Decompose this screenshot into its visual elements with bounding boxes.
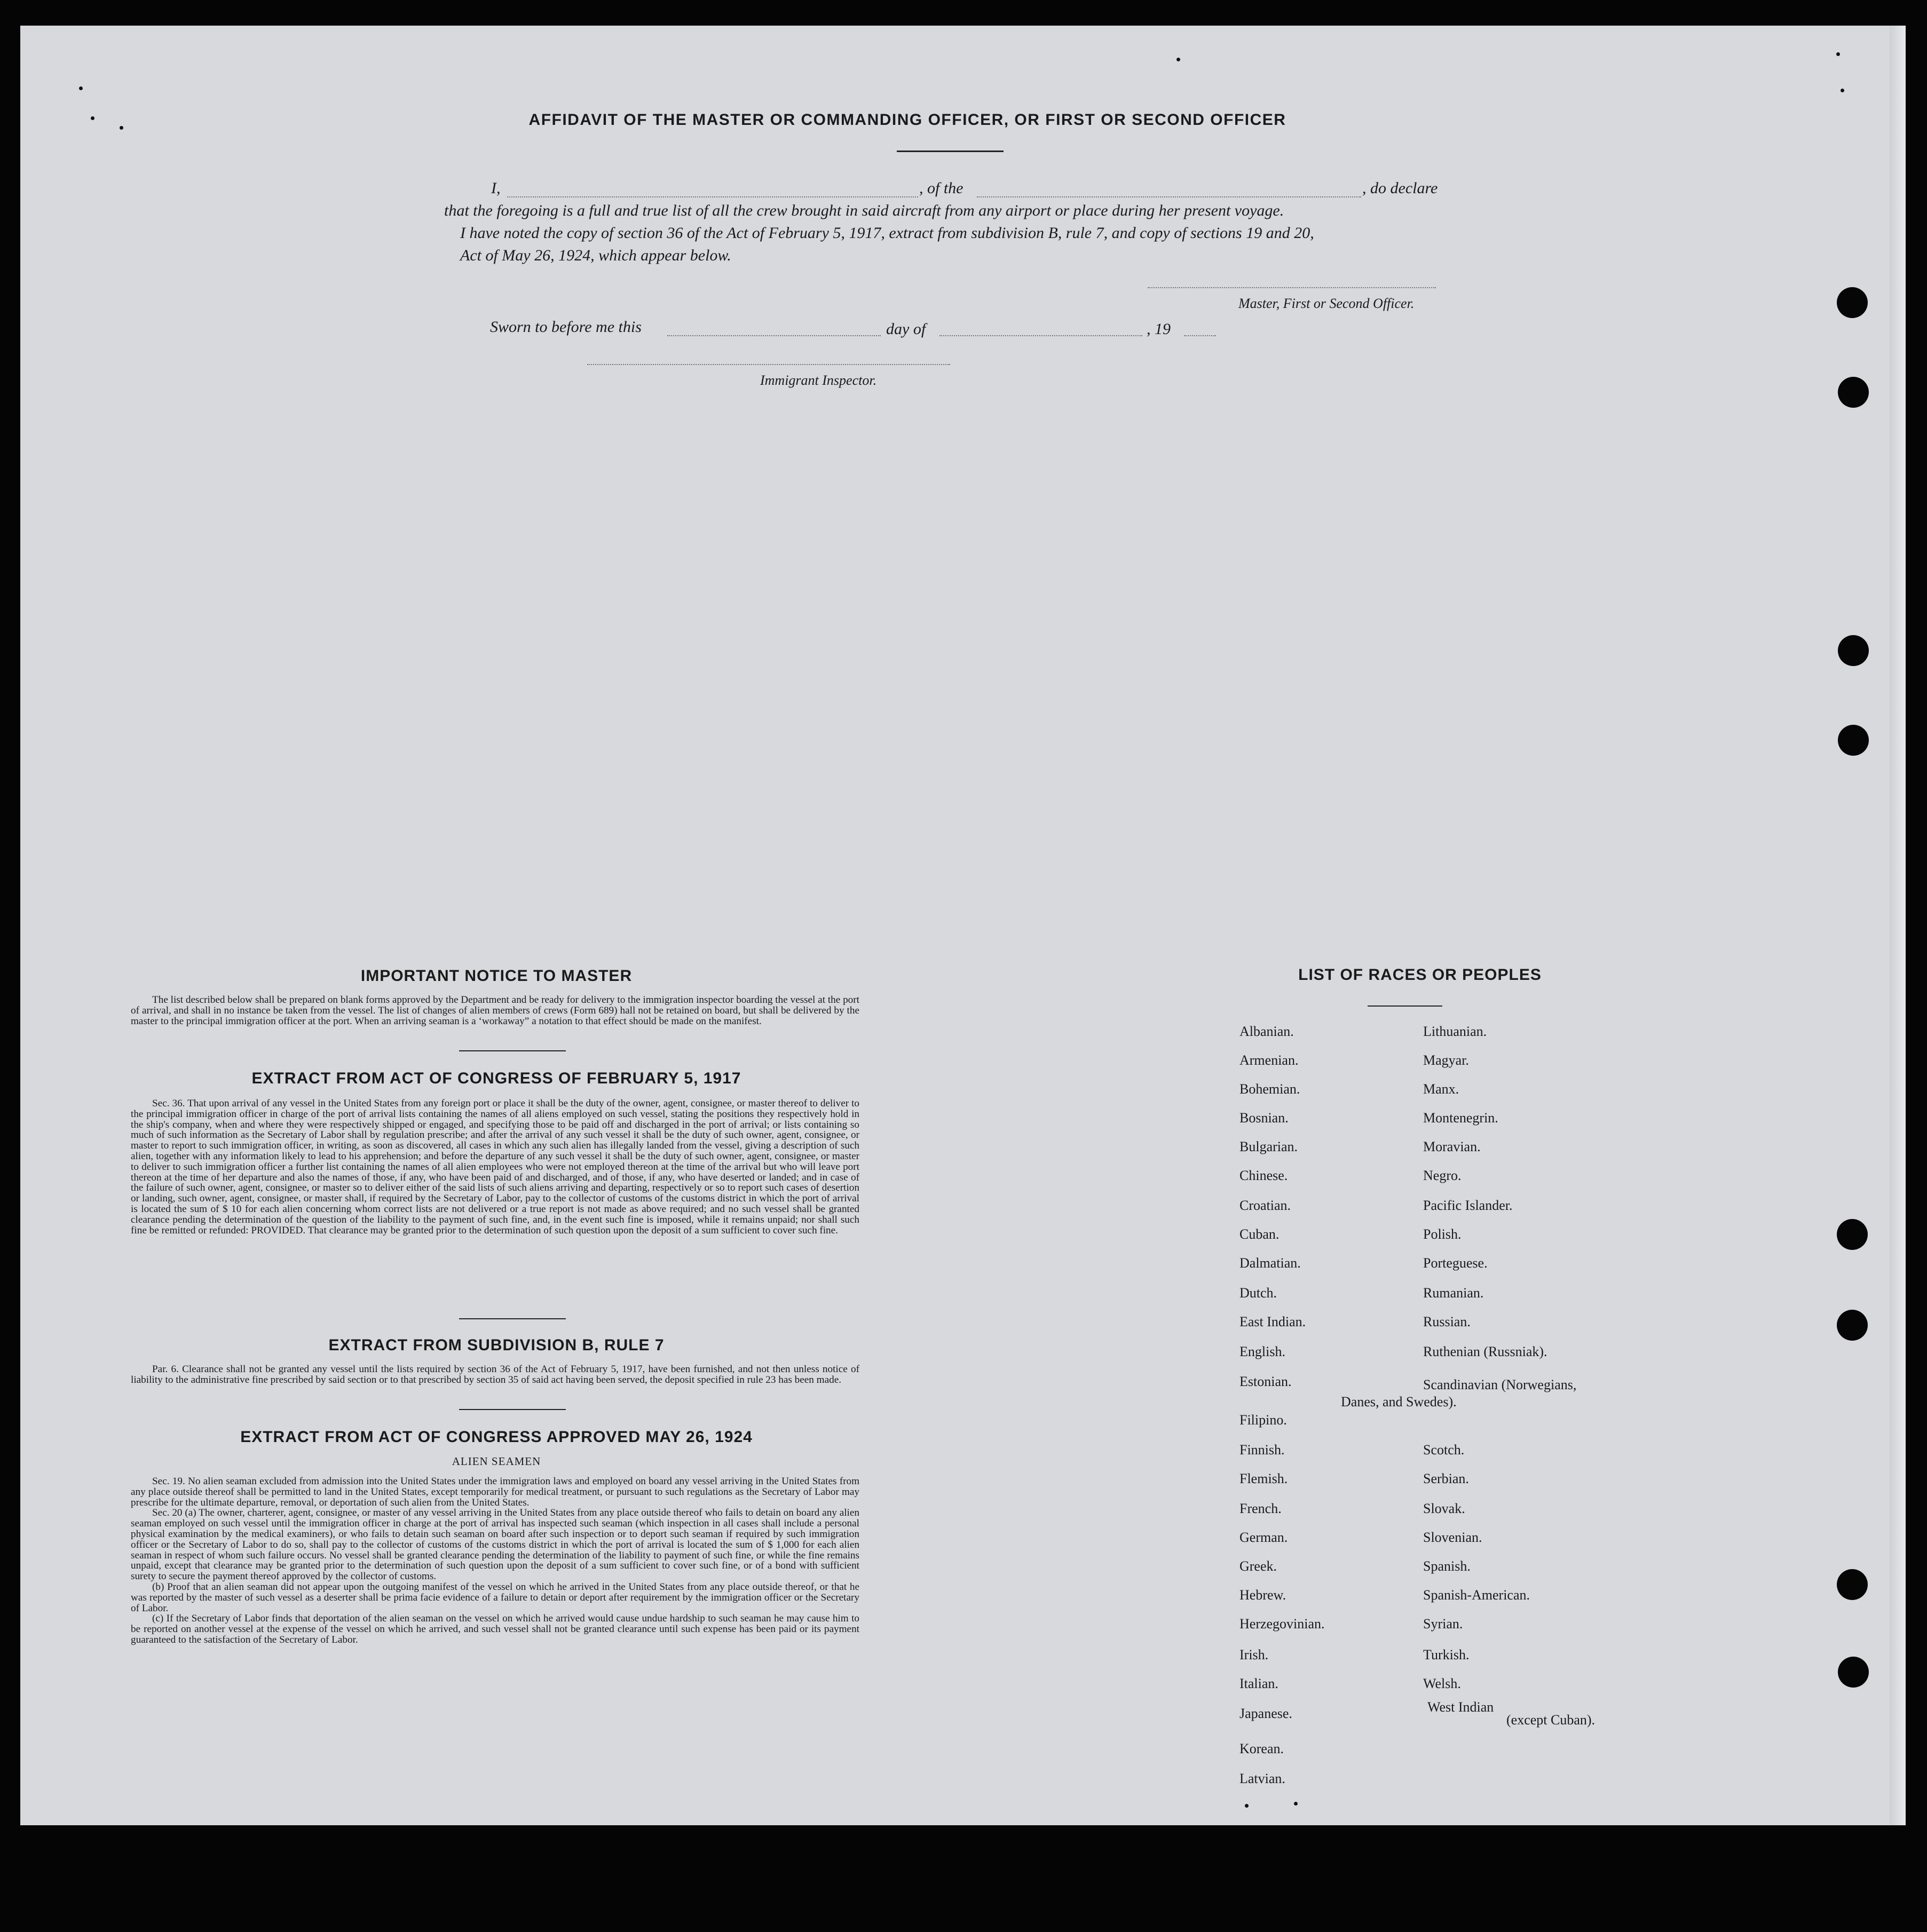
races-rule xyxy=(1368,1005,1442,1007)
race-item: East Indian. xyxy=(1239,1314,1306,1329)
punch-hole xyxy=(1838,377,1869,408)
race-item: Rumanian. xyxy=(1423,1285,1484,1301)
race-item: Montenegrin. xyxy=(1423,1110,1498,1126)
rule7-paragraph xyxy=(131,1364,859,1385)
race-item: Negro. xyxy=(1423,1168,1462,1183)
affidavit-line-3: I have noted the copy of section 36 of the Act of February 5, 1917, extract from subdivision B, rule 7, and copy of sections 19 and 20, xyxy=(460,224,1314,242)
extract-1917-title: EXTRACT FROM ACT OF CONGRESS OF FEBRUARY 5, 1917 xyxy=(251,1070,741,1087)
title-rule xyxy=(897,151,1004,152)
race-item: Finnish. xyxy=(1239,1442,1285,1458)
race-item: Albanian. xyxy=(1239,1024,1294,1039)
do-declare-label: , do declare xyxy=(1362,179,1438,197)
affidavit-line-2: that the foregoing is a full and true list of all the crew brought in said aircraft from any airport or place during her present voyage. xyxy=(444,202,1284,219)
affidavit-title: AFFIDAVIT OF THE MASTER OR COMMANDING OFFICER, OR FIRST OR SECOND OFFICER xyxy=(528,111,1286,129)
race-item: Filipino. xyxy=(1239,1412,1287,1428)
of-the-label: , of the xyxy=(919,179,964,197)
race-item: English. xyxy=(1239,1344,1285,1359)
extract-1917-text: Sec. 36. That upon arrival of any vessel in the United States from any foreign port or place it shall be the duty of the owner, agent, consignee, or master thereof to deliver to the principal immigration officer in charge of the port of arrival lists containing the names of all aliens employed on such vessel, stating the positions they respectively hold in the ship's company, when and where they were respectively shipped or engaged, and specifying those to be paid off and discharged in the port of arrival; or lists containing so much of such information as the Secretary of Labor shall by regulation prescribe; and after the arrival of any such vessel it shall be the duty of such owner, agent, consignee, or master to report to such immigration officer, in writing, as soon as discovered, all cases in which any such alien has illegally landed from the vessel, giving a description of such alien, together with any information likely to lead to his apprehension; and before the departure of any such vessel it shall be the duty of such owner, agent, consignee, or master to deliver to such immigration officer a further list containing the names of all alien employees who were not employed thereon at the time of the arrival but who will leave port thereon at the time of her departure and also the names of those, if any, who have been paid of and discharged, and of those, if any, who have deserted or landed; and in case of the failure of such owner, agent, consignee, or master so to deliver either of the said lists of such aliens arriving and departing, respectively or so to report such cases of desertion or landing, such owner, agent, consignee, or master shall, if required by the Secretary of Labor, pay to the collector of customs of the customs district in which the port of arrival is located the sum of $ 10 for each alien concerning whom correct lists are not delivered or a true report is not made as above required; and no such vessel shall be granted clearance pending the determination of the question of the liability to the payment of such fine, and, in the event such fine is imposed, while it remains unpaid; nor shall such fine be remitted or refunded: PROVIDED. That clearance may be granted prior to the determination of such question upon the deposit of a sum sufficient to cover such fine. xyxy=(131,1098,859,1236)
sworn-month-field[interactable] xyxy=(939,335,1142,336)
speck xyxy=(1836,52,1840,56)
west-indian-continuation: (except Cuban). xyxy=(1506,1712,1596,1728)
race-item: Pacific Islander. xyxy=(1423,1198,1513,1213)
race-item: Japanese. xyxy=(1239,1706,1292,1721)
speck xyxy=(120,126,123,130)
races-title: LIST OF RACES OR PEOPLES xyxy=(1298,966,1542,984)
race-item: Croatian. xyxy=(1239,1198,1291,1213)
sworn-year-field[interactable] xyxy=(1184,335,1216,336)
race-item: German. xyxy=(1239,1530,1288,1545)
race-item: Polish. xyxy=(1423,1226,1462,1242)
race-item: Irish. xyxy=(1239,1647,1269,1662)
punch-hole xyxy=(1837,1219,1868,1250)
rule7-title: EXTRACT FROM SUBDIVISION B, RULE 7 xyxy=(328,1336,665,1354)
race-item: Slovenian. xyxy=(1423,1530,1482,1545)
race-item: Magyar. xyxy=(1423,1052,1469,1068)
sec-19-text: Sec. 19. No alien seaman excluded from admission into the United States under the immigration laws and employed on board any vessel arriving in the United States from any place outside thereof shall be permitted to land in the United States, except temporarily for medical treatment, or pursuant to such regulations as the Secretary of Labor may prescribe for the ultimate departure, removal, or deportation of such alien from the United States. xyxy=(131,1476,859,1508)
rule7-text: Par. 6. Clearance shall not be granted any vessel until the lists required by section 36 of the Act of February 5, 1917, have been furnished, and not then unless notice of liability to the administrative fine prescribed by said section or to that prescribed by section 35 of said act having been served, the deposit specified in rule 23 has been made. xyxy=(131,1364,859,1385)
race-item: Armenian. xyxy=(1239,1052,1299,1068)
scandinavian-continuation: Danes, and Swedes). xyxy=(1341,1394,1457,1410)
sworn-label: Sworn to before me this xyxy=(490,318,642,336)
race-item: Turkish. xyxy=(1423,1647,1470,1662)
day-of-label: day of xyxy=(886,320,926,338)
sworn-day-field[interactable] xyxy=(667,335,881,336)
extract-1917-rule xyxy=(459,1318,566,1319)
speck xyxy=(1176,58,1180,61)
rule7-rule xyxy=(459,1409,566,1410)
notice-rule xyxy=(459,1050,566,1051)
punch-hole xyxy=(1838,725,1869,756)
race-item: Porteguese. xyxy=(1423,1255,1488,1271)
name-field[interactable] xyxy=(507,196,918,197)
extract-1924-title: EXTRACT FROM ACT OF CONGRESS APPROVED MAY 26, 1924 xyxy=(240,1428,753,1446)
notice-paragraph xyxy=(131,995,859,1026)
punch-hole xyxy=(1838,1657,1869,1688)
punch-hole xyxy=(1837,287,1868,318)
race-item: Syrian. xyxy=(1423,1616,1463,1632)
speck xyxy=(1245,1804,1249,1808)
i-label: I, xyxy=(491,179,501,197)
alien-seamen-subtitle: ALIEN SEAMEN xyxy=(452,1455,541,1468)
race-item: Spanish-American. xyxy=(1423,1587,1530,1603)
race-item: Korean. xyxy=(1239,1741,1284,1756)
punch-hole xyxy=(1838,635,1869,666)
race-item: Scotch. xyxy=(1423,1442,1465,1458)
race-item: Estonian. xyxy=(1239,1374,1292,1389)
sheet-edge xyxy=(1890,26,1906,1825)
race-item: Greek. xyxy=(1239,1558,1277,1574)
race-item: Ruthenian (Russniak). xyxy=(1423,1344,1547,1359)
race-item: Bulgarian. xyxy=(1239,1139,1298,1154)
race-item: Russian. xyxy=(1423,1314,1471,1329)
race-item: Welsh. xyxy=(1423,1676,1461,1691)
inspector-caption: Immigrant Inspector. xyxy=(760,373,877,388)
race-item: Dalmatian. xyxy=(1239,1255,1301,1271)
year-label: , 19 xyxy=(1147,320,1171,338)
race-item: Hebrew. xyxy=(1239,1587,1286,1603)
inspector-signature-field[interactable] xyxy=(587,364,950,365)
race-item: Moravian. xyxy=(1423,1139,1481,1154)
race-item: Flemish. xyxy=(1239,1471,1288,1486)
race-item: Slovak. xyxy=(1423,1501,1465,1516)
notice-title: IMPORTANT NOTICE TO MASTER xyxy=(360,967,633,985)
race-item: Scandinavian (Norwegians, xyxy=(1423,1377,1577,1392)
race-item: West Indian xyxy=(1427,1699,1494,1715)
extract-1924-paragraph xyxy=(131,1476,859,1645)
race-item: Manx. xyxy=(1423,1081,1459,1097)
speck xyxy=(1294,1802,1298,1806)
notice-text: The list described below shall be prepared on blank forms approved by the Department and be ready for delivery to the immigration inspector boarding the vessel at the port of arrival, and shall in no instance be taken from the vessel. The list of changes of alien members of crews (Form 689) hall not be retained on board, but shall be delivered by the master to the principal immigration officer at the port. When an arriving seaman is a ‘workaway” a notation to that effect should be made on the manifest. xyxy=(131,994,859,1027)
master-signature-field[interactable] xyxy=(1148,287,1436,288)
race-item: Bohemian. xyxy=(1239,1081,1300,1097)
race-item: Lithuanian. xyxy=(1423,1024,1487,1039)
speck xyxy=(91,116,94,120)
race-item: Dutch. xyxy=(1239,1285,1277,1301)
sec-20b-text: (b) Proof that an alien seaman did not appear upon the outgoing manifest of the vessel on which he arrived in the United States from any place outside thereof, or that he was reported by the master of such vessel as a deserter shall be prima facie evidence of a failure to detain or deport after requirement by the immigration officer or the Secretary of Labor. xyxy=(131,1581,859,1614)
race-item: Italian. xyxy=(1239,1676,1278,1691)
race-item: French. xyxy=(1239,1501,1282,1516)
race-item: Serbian. xyxy=(1423,1471,1469,1486)
sec-20a-text: Sec. 20 (a) The owner, charterer, agent, consignee, or master of any vessel arriving in the United States from any place outside thereof who fails to detain on board any alien seaman employed on such vessel until the immigration officer in charge at the port of arrival has inspected such seaman (which inspection in all cases shall include a personal physical examination by the medical examiners), or who fails to detain such seaman on board after such inspection or to deport such seaman if required by such immigration officer or the Secretary of Labor to do so, shall pay to the collector of customs of the customs district in which the port of arrival is located the sum of $ 1,000 for each alien seaman in respect of whom such failure occurs. No vessel shall be granted clearance pending the determination of the liability to payment of such fine, or while the fine remains unpaid, except that clearance may be granted prior to the determination of such question upon the deposit of a sum sufficient to cover such fine, or of a bond with sufficient surety to secure the payment thereof approved by the collector of customs. xyxy=(131,1507,859,1582)
race-item: Herzegovinian. xyxy=(1239,1616,1325,1632)
master-caption: Master, First or Second Officer. xyxy=(1238,296,1415,311)
race-item: Bosnian. xyxy=(1239,1110,1289,1126)
sec-20c-text: (c) If the Secretary of Labor finds that deportation of the alien seaman on the vessel on which he arrived would cause undue hardship to such seaman he may cause him to be reported on another vessel at the expense of the vessel on which he arrived, and such vessel shall not be granted clearance until such expense has been paid or its payment guaranteed to the satisfaction of the Secretary of Labor. xyxy=(131,1613,859,1645)
race-item: Latvian. xyxy=(1239,1771,1285,1786)
race-item: Chinese. xyxy=(1239,1168,1288,1183)
race-item: Spanish. xyxy=(1423,1558,1471,1574)
vessel-field[interactable] xyxy=(977,196,1361,197)
speck xyxy=(79,86,83,90)
speck xyxy=(1841,89,1844,92)
extract-1917-paragraph xyxy=(131,1098,859,1236)
race-item: Cuban. xyxy=(1239,1226,1280,1242)
affidavit-line-4: Act of May 26, 1924, which appear below. xyxy=(460,247,731,264)
punch-hole xyxy=(1837,1569,1868,1600)
punch-hole xyxy=(1837,1310,1868,1341)
